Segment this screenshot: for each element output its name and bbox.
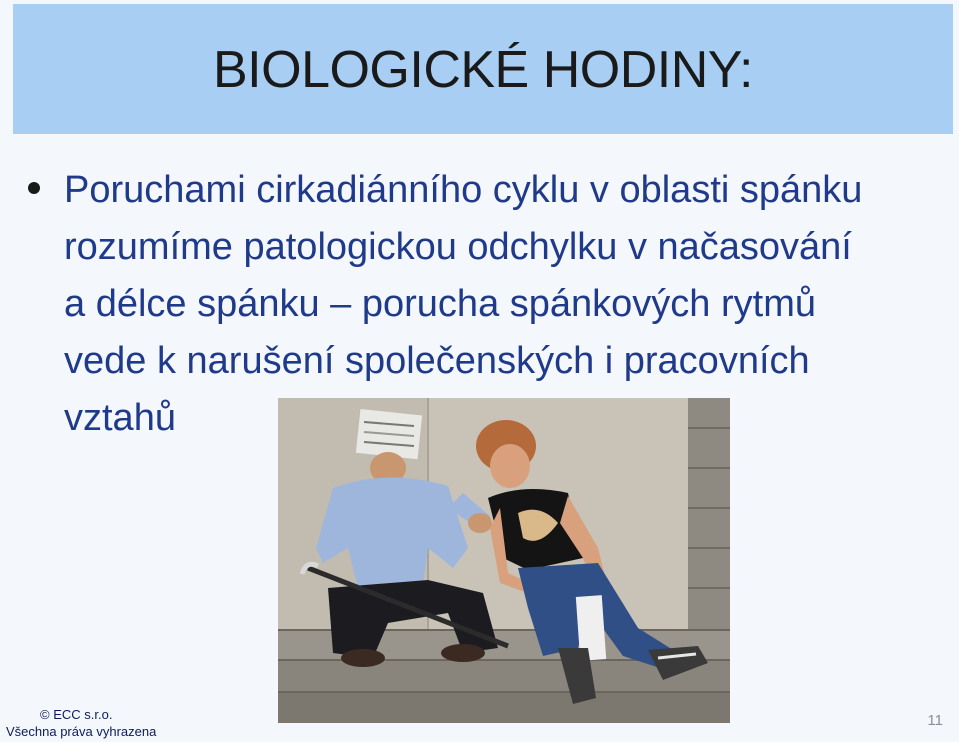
slide-title: BIOLOGICKÉ HODINY: xyxy=(212,41,754,99)
footer-copyright xyxy=(6,706,156,740)
copyright-text: © ECC s.r.o. xyxy=(40,707,113,722)
bullet-line-3: a délce spánku – porucha spánkových rytmů xyxy=(64,283,816,325)
bullet-line-4: vede k narušení společenských i pracovních xyxy=(64,340,810,382)
bullet-line-5: vztahů xyxy=(64,397,176,439)
sleeping-couple-photo xyxy=(278,398,730,723)
page-number: 11 xyxy=(927,712,943,729)
title-bar xyxy=(13,4,953,134)
bullet-icon xyxy=(28,182,40,194)
bullet-line-2: rozumíme patologickou odchylku v načasování xyxy=(64,226,852,268)
bullet-line-1: Poruchami cirkadiánního cyklu v oblasti spánku xyxy=(64,169,863,211)
rights-text: Všechna práva vyhrazena xyxy=(6,724,157,739)
